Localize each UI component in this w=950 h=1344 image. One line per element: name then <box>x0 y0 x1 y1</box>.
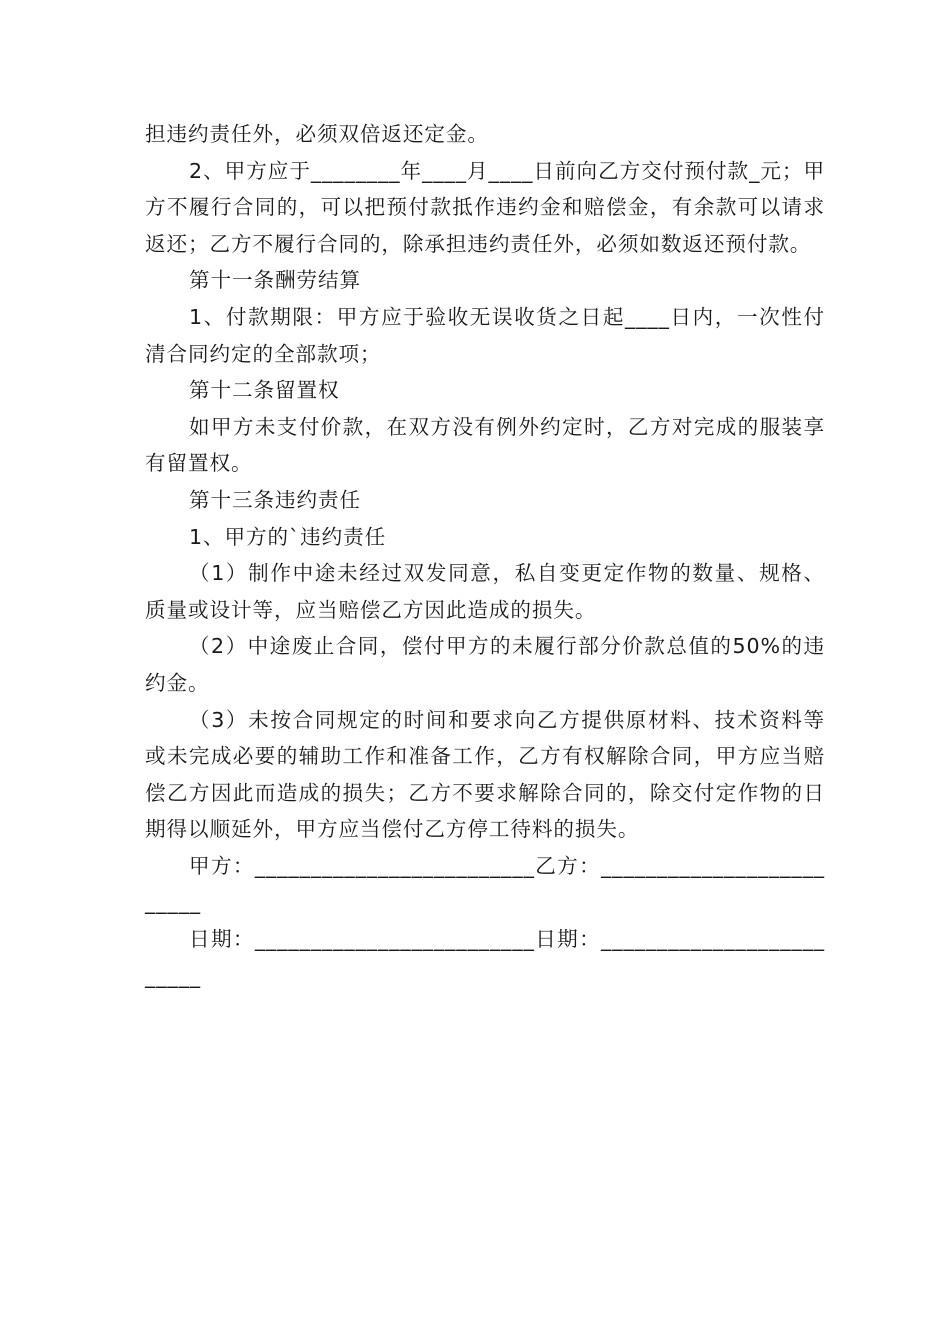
paragraph-liability-3: （3）未按合同规定的时间和要求向乙方提供原材料、技术资料等或未完成必要的辅助工作和准备工作，乙方有权解除合同，甲方应当赔偿乙方因此而造成的损失；乙方不要求解除合同的，除交付定作物的日期得以顺延外，甲方应当偿付乙方停工待料的损失。 <box>145 707 825 842</box>
paragraph-lien: 如甲方未支付价款，在双方没有例外约定时，乙方对完成的服装享有留置权。 <box>145 414 825 476</box>
paragraph-liability-1: （1）制作中途未经过双发同意，私自变更定作物的数量、规格、质量或设计等，应当赔偿乙方因此造成的损失。 <box>145 561 825 622</box>
paragraph-payment-term: 1、付款期限：甲方应于验收无误收货之日起____日内，一次性付清合同约定的全部款项； <box>145 304 825 366</box>
heading-article-13: 第十三条违约责任 <box>189 487 361 512</box>
document-body <box>145 116 833 994</box>
signature-line: 甲方：_________________________乙方：____________________ _____ <box>145 853 833 915</box>
heading-article-12: 第十二条留置权 <box>189 378 340 403</box>
date-line: 日期：_________________________日期：____________________ _____ <box>145 927 833 988</box>
paragraph-liability-2: （2）中途废止合同，偿付甲方的未履行部分价款总值的50%的违约金。 <box>145 634 825 695</box>
subheading-party-a-liability: 1、甲方的`违约责任 <box>189 524 387 549</box>
paragraph-1: 担违约责任外，必须双倍返还定金。 <box>145 122 489 146</box>
heading-article-11: 第十一条酬劳结算 <box>189 268 361 293</box>
paragraph-prepayment: 2、甲方应于________年____月____日前向乙方交付预付款_元；甲方不履行合同的，可以把预付款抵作违约金和赔偿金，有余款可以请求返还；乙方不履行合同的，除承担违约责任外，必须如数返还预付款。 <box>145 158 825 256</box>
